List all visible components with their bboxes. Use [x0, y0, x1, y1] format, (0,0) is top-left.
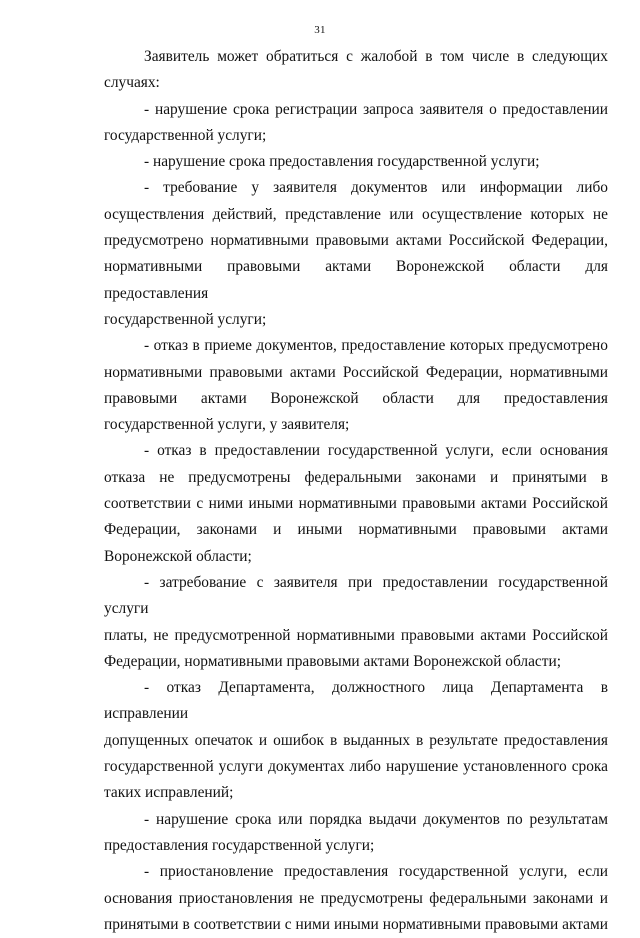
text-line: отказа не предусмотрены федеральными законами и принятыми в — [104, 468, 608, 486]
list-item-paragraph — [104, 333, 608, 438]
text-line: допущенных опечаток и ошибок в выданных в результате предоставления — [104, 731, 608, 749]
text-line: государственной услуги, у заявителя; — [104, 416, 350, 434]
text-line: Заявитель может обратиться с жалобой в том числе в следующих — [144, 48, 608, 65]
list-item-paragraph — [104, 438, 608, 569]
text-line: - отказ в предоставлении государственной услуги, если основания — [144, 442, 608, 460]
list-item-paragraph — [104, 97, 608, 150]
text-line: принятыми в соответствии с ними иными нормативными правовыми актами — [104, 915, 608, 933]
text-line: - нарушение срока предоставления государственной услуги; — [144, 153, 540, 171]
intro-paragraph — [104, 44, 608, 97]
text-line: Федерации, законами и иными нормативными правовыми актами — [104, 521, 608, 539]
text-line: предоставления государственной услуги; — [104, 836, 375, 854]
page-body — [104, 44, 608, 938]
text-line: государственной услуги; — [104, 126, 267, 144]
text-line: - отказ в приеме документов, предоставление которых предусмотрено — [144, 337, 608, 355]
text-line: осуществления действий, представление или осуществление которых не — [104, 205, 608, 223]
text-line: таких исправлений; — [104, 784, 234, 802]
text-line: Воронежской области; — [104, 547, 252, 565]
text-line: платы, не предусмотренной нормативными правовыми актами Российской — [104, 626, 608, 644]
list-item-paragraph — [104, 675, 608, 806]
text-line: предусмотрено нормативными правовыми актами Российской Федерации, — [104, 232, 608, 250]
text-line: основания приостановления не предусмотрены федеральными законами и — [104, 889, 608, 907]
text-line: - приостановление предоставления государственной услуги, если — [144, 863, 608, 881]
text-line: соответствии с ними иными нормативными правовыми актами Российской — [104, 495, 608, 513]
text-line: нормативными правовыми актами Воронежской области для предоставления — [104, 258, 608, 302]
text-line: государственной услуги; — [104, 310, 267, 328]
text-line: - требование у заявителя документов или информации либо — [144, 179, 608, 197]
list-item-paragraph — [104, 807, 608, 860]
text-line: - нарушение срока регистрации запроса заявителя о предоставлении — [144, 100, 608, 118]
text-line: государственной услуги документах либо нарушение установленного срока — [104, 758, 608, 776]
text-line: - нарушение срока или порядка выдачи документов по результатам — [144, 810, 608, 828]
list-item-paragraph — [104, 570, 608, 675]
page-number: 31 — [314, 24, 326, 36]
text-line: правовыми актами Воронежской области для предоставления — [104, 389, 608, 407]
list-item-paragraph — [104, 149, 608, 175]
list-item-paragraph — [104, 175, 608, 333]
text-line: - затребование с заявителя при предоставлении государственной услуги — [104, 573, 608, 618]
text-line: случаях: — [104, 74, 160, 92]
text-line: - отказ Департамента, должностного лица Департамента в исправлении — [104, 679, 608, 723]
list-item-paragraph — [104, 859, 608, 938]
text-line: Федерации, нормативными правовыми актами Воронежской области; — [104, 652, 561, 670]
text-line: нормативными правовыми актами Российской Федерации, нормативными — [104, 363, 608, 381]
